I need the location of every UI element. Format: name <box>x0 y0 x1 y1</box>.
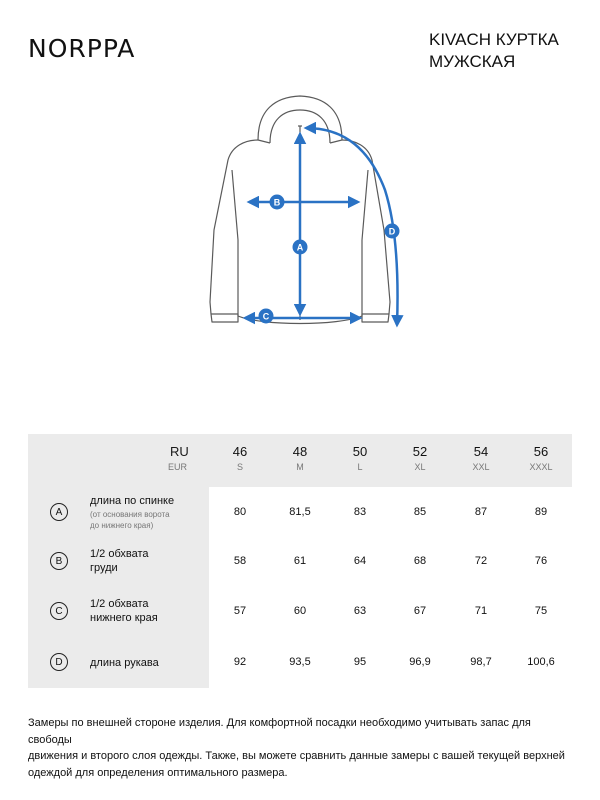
diagram-markers <box>259 195 400 324</box>
row-label: нижнего края <box>90 612 158 624</box>
table-cell: 83 <box>353 506 367 518</box>
row-label: 1/2 обхвата <box>90 598 149 610</box>
header-size-ru: 48 <box>292 444 308 459</box>
table-cell: 95 <box>353 656 367 668</box>
row-note: (от основания ворота <box>90 510 170 519</box>
table-cell: 85 <box>413 506 427 518</box>
header-size-ru: 54 <box>473 444 489 459</box>
table-cell: 64 <box>353 555 367 567</box>
marker-a <box>293 240 308 255</box>
table-cell: 87 <box>474 506 488 518</box>
header-size-eur: S <box>236 462 243 472</box>
table-cell: 80 <box>233 506 247 518</box>
row-label: длина по спинке <box>90 495 175 507</box>
table-cell: 63 <box>353 605 367 617</box>
table-cell: 98,7 <box>470 656 492 668</box>
svg-text:A: A <box>296 242 304 253</box>
row-label: груди <box>90 562 118 574</box>
marker-c <box>259 309 274 324</box>
header-size-eur: XXXL <box>529 462 553 472</box>
row-marker-circle: D <box>50 653 68 671</box>
jacket-measurement-diagram <box>190 90 420 340</box>
table-header-bg <box>28 434 572 487</box>
measurement-note-line: движения и второго слоя одежды. Также, вы можете сравнить данные замеры с вашей текущей верхней <box>28 750 565 762</box>
brand-logo: NORPPA <box>28 34 136 63</box>
table-cell: 58 <box>233 555 247 567</box>
row-marker-circle: B <box>50 552 68 570</box>
row-label: 1/2 обхвата <box>90 548 149 560</box>
table-cell: 60 <box>293 605 307 617</box>
product-title-line2: МУЖСКАЯ <box>429 52 516 71</box>
table-row <box>28 637 572 688</box>
table-cell: 61 <box>293 555 307 567</box>
header-size-eur: M <box>296 462 304 472</box>
measurement-lines <box>245 128 398 325</box>
table-cell: 89 <box>534 506 548 518</box>
header-size-eur: XXL <box>472 462 490 472</box>
svg-text:C: C <box>262 311 270 322</box>
table-cell: 67 <box>413 605 427 617</box>
marker-b <box>270 195 285 210</box>
header-size-ru: 46 <box>232 444 248 459</box>
product-title-line1: KIVACH КУРТКА <box>429 30 559 49</box>
header-eur-label: EUR <box>168 462 188 472</box>
row-label: длина рукава <box>90 657 159 669</box>
header-ru-label: RU <box>170 444 189 459</box>
svg-text:D: D <box>388 226 396 237</box>
table-cell: 92 <box>233 656 247 668</box>
table-cell: 75 <box>534 605 548 617</box>
marker-d <box>385 224 400 239</box>
header-size-eur: L <box>357 462 363 472</box>
header-size-eur: XL <box>414 462 426 472</box>
table-cell: 81,5 <box>289 506 311 518</box>
table-cell: 72 <box>474 555 488 567</box>
header-size-ru: 56 <box>533 444 549 459</box>
size-table <box>28 434 572 688</box>
table-cell: 71 <box>474 605 488 617</box>
table-row <box>28 537 572 587</box>
measurement-note <box>28 715 576 781</box>
table-cell: 57 <box>233 605 247 617</box>
header-size-ru: 50 <box>352 444 368 459</box>
table-cell: 96,9 <box>409 656 431 668</box>
table-cell: 93,5 <box>289 656 311 668</box>
measurement-note-line: одеждой для определения оптимального размера. <box>28 766 288 779</box>
measurement-note-line: Замеры по внешней стороне изделия. Для комфортной посадки необходимо учитывать запас для свободы <box>28 717 531 746</box>
row-note: до нижнего края) <box>90 521 154 530</box>
table-row <box>28 487 572 537</box>
svg-text:B: B <box>273 197 281 208</box>
header-size-ru: 52 <box>412 444 428 459</box>
row-marker-circle: C <box>50 602 68 620</box>
table-row <box>28 587 572 637</box>
table-cell: 68 <box>413 555 427 567</box>
table-cell: 76 <box>534 555 548 567</box>
row-marker-circle: A <box>50 503 68 521</box>
product-title <box>429 29 559 73</box>
table-cell: 100,6 <box>527 656 555 668</box>
